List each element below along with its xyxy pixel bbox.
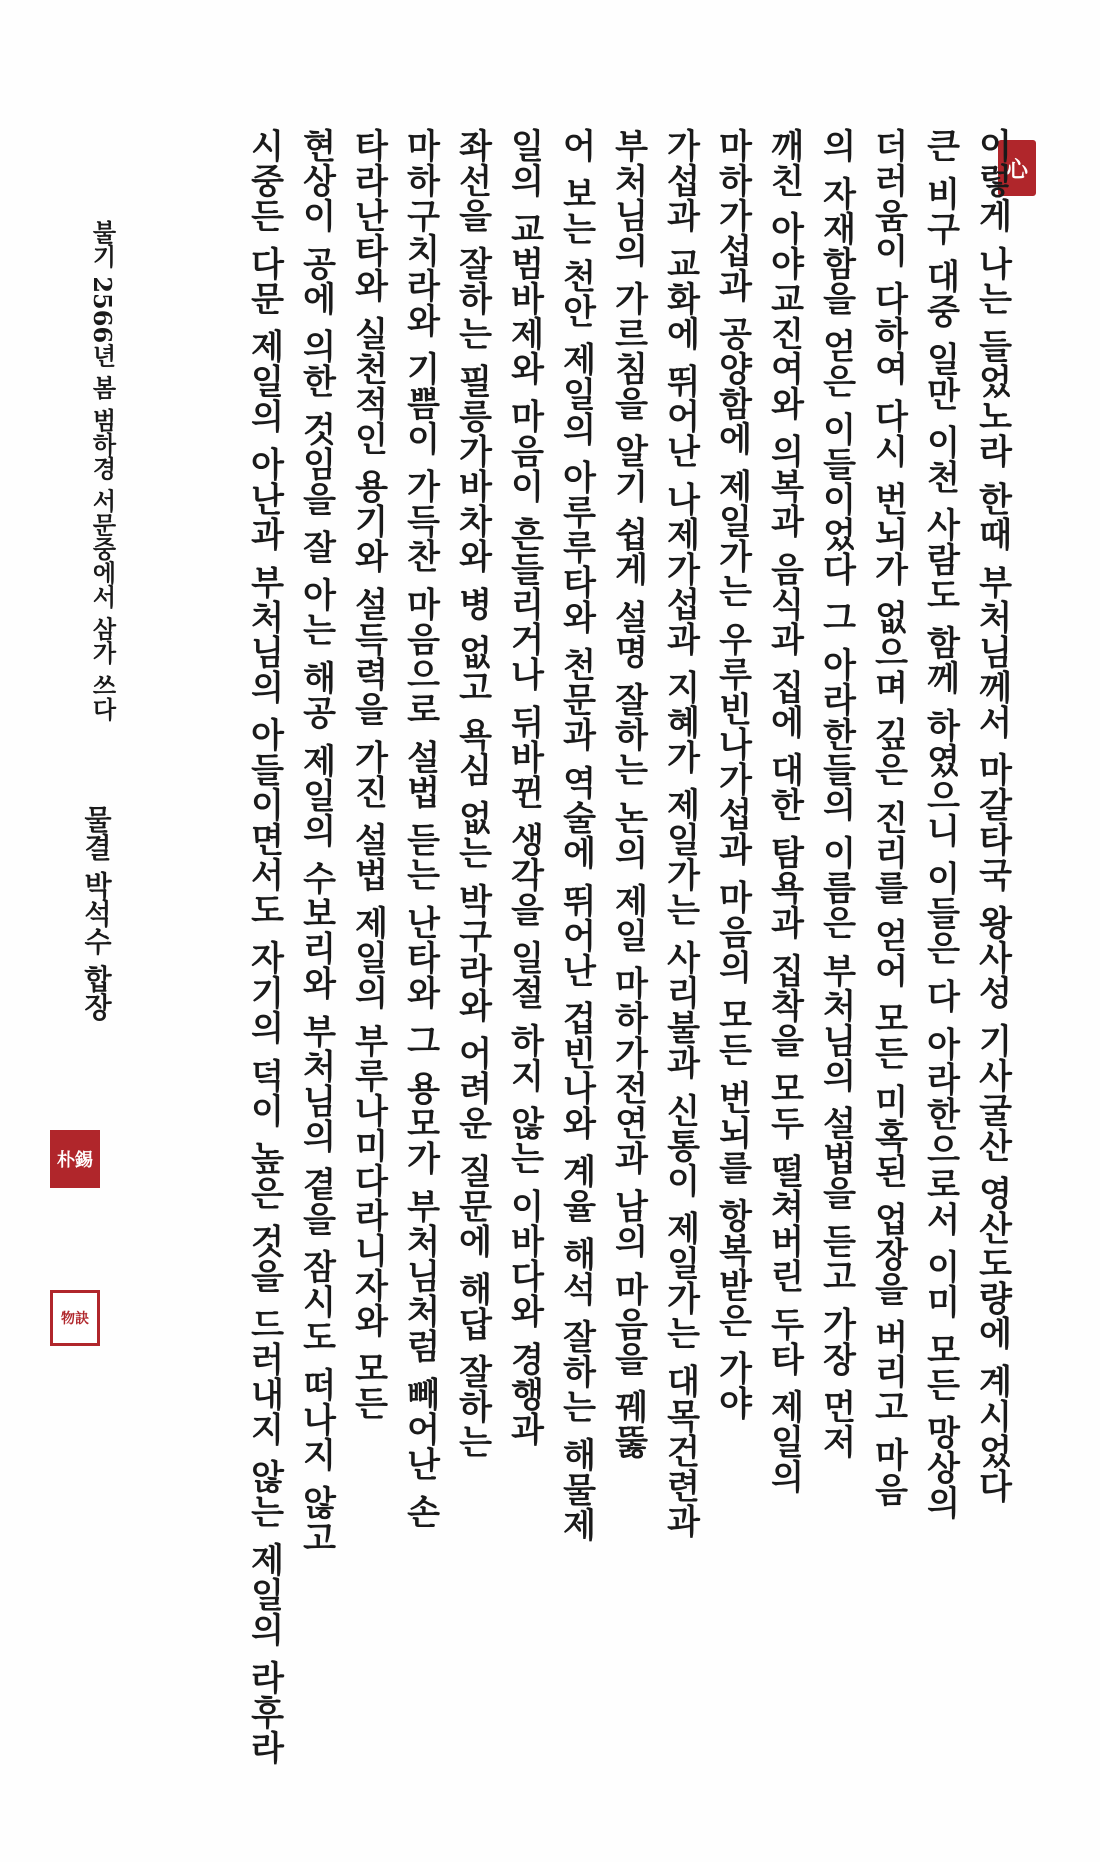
text-column-11: 좌선을 잘하는 필릉가바차와 병 없고 욕심 없는 박구라와 어려운 질문에 해답 잘하는 <box>452 128 492 1460</box>
text-column-13: 타라난타와 실천적인 용기와 설득력을 가진 설법 제일의 부루나미다라니자와 모든 <box>348 128 388 1421</box>
text-column-12: 마하구치라와 기쁨이 가득찬 마음으로 설법 듣는 난타와 그 용모가 부처님처럼 빼어난 손 <box>400 128 440 1530</box>
pen-name-seal-text: 物訣 <box>61 1311 89 1327</box>
text-column-4: 의 자재함을 얻은 이들이었다 그 아라한들의 이름은 부처님의 설법을 듣고 가장 먼저 <box>816 128 856 1460</box>
pen-name-seal <box>50 1290 100 1346</box>
text-column-5: 깨친 아야교진여와 의복과 음식과 집에 대한 탐욕과 집착을 모두 떨쳐버린 두타 제일의 <box>764 128 804 1495</box>
text-column-8: 부처님의 가르침을 알기 쉽게 설명 잘하는 논의 제일 마하가전연과 남의 마음을 꿰뚫 <box>608 128 648 1460</box>
seal-top-text: 心 <box>1005 156 1028 183</box>
artist-signature: 물결 박석수 합장 <box>80 805 113 1021</box>
text-column-3: 더러움이 다하여 다시 번뇌가 없으며 깊은 진리를 얻어 모든 미혹된 업장을 버리고 마음 <box>868 128 908 1508</box>
text-column-7: 가섭과 교화에 뛰어난 나제가섭과 지혜가 제일가는 사리불과 신통이 제일가는 대목건련과 <box>660 128 700 1539</box>
text-column-2: 큰 비구 대중 일만 이천 사람도 함께 하였으니 이들은 다 아라한으로서 이미 모든 망상의 <box>920 128 960 1520</box>
text-column-1: 이렇게 나는 들었노라 한때 부처님께서 마갈타국 왕사성 기사굴산 영산도량에 계시었다 <box>972 128 1012 1504</box>
text-column-15: 시중든 다문 제일의 아난과 부처님의 아들이면서도 자기의 덕이 높은 것을 드러내지 않는 제일의 라후라 <box>244 128 284 1765</box>
text-column-10: 일의 교범바제와 마음이 흔들리거나 뒤바뀐 생각을 일절 하지 않는 이바다와 경행과 <box>504 128 544 1447</box>
name-seal-text: 朴錫 <box>57 1150 93 1171</box>
sutra-text <box>238 128 1018 1863</box>
text-column-6: 마하가섭과 공양함에 제일가는 우루빈나가섭과 마음의 모든 번뇌를 항복받은 가야 <box>712 128 752 1421</box>
text-column-14: 현상이 공에 의한 것임을 잘 아는 해공 제일의 수보리와 부처님의 곁을 잠시도 떠나지 않고 <box>296 128 336 1555</box>
text-column-9: 어 보는 천안 제일의 아루루타와 천문과 역술에 뛰어난 겁빈나와 계율 해석 잘하는 해물제 <box>556 128 596 1543</box>
name-seal <box>50 1130 100 1188</box>
colophon: 불기 2566년 봄 범하경 서문중에서 삼가 쓰다 <box>88 220 117 721</box>
